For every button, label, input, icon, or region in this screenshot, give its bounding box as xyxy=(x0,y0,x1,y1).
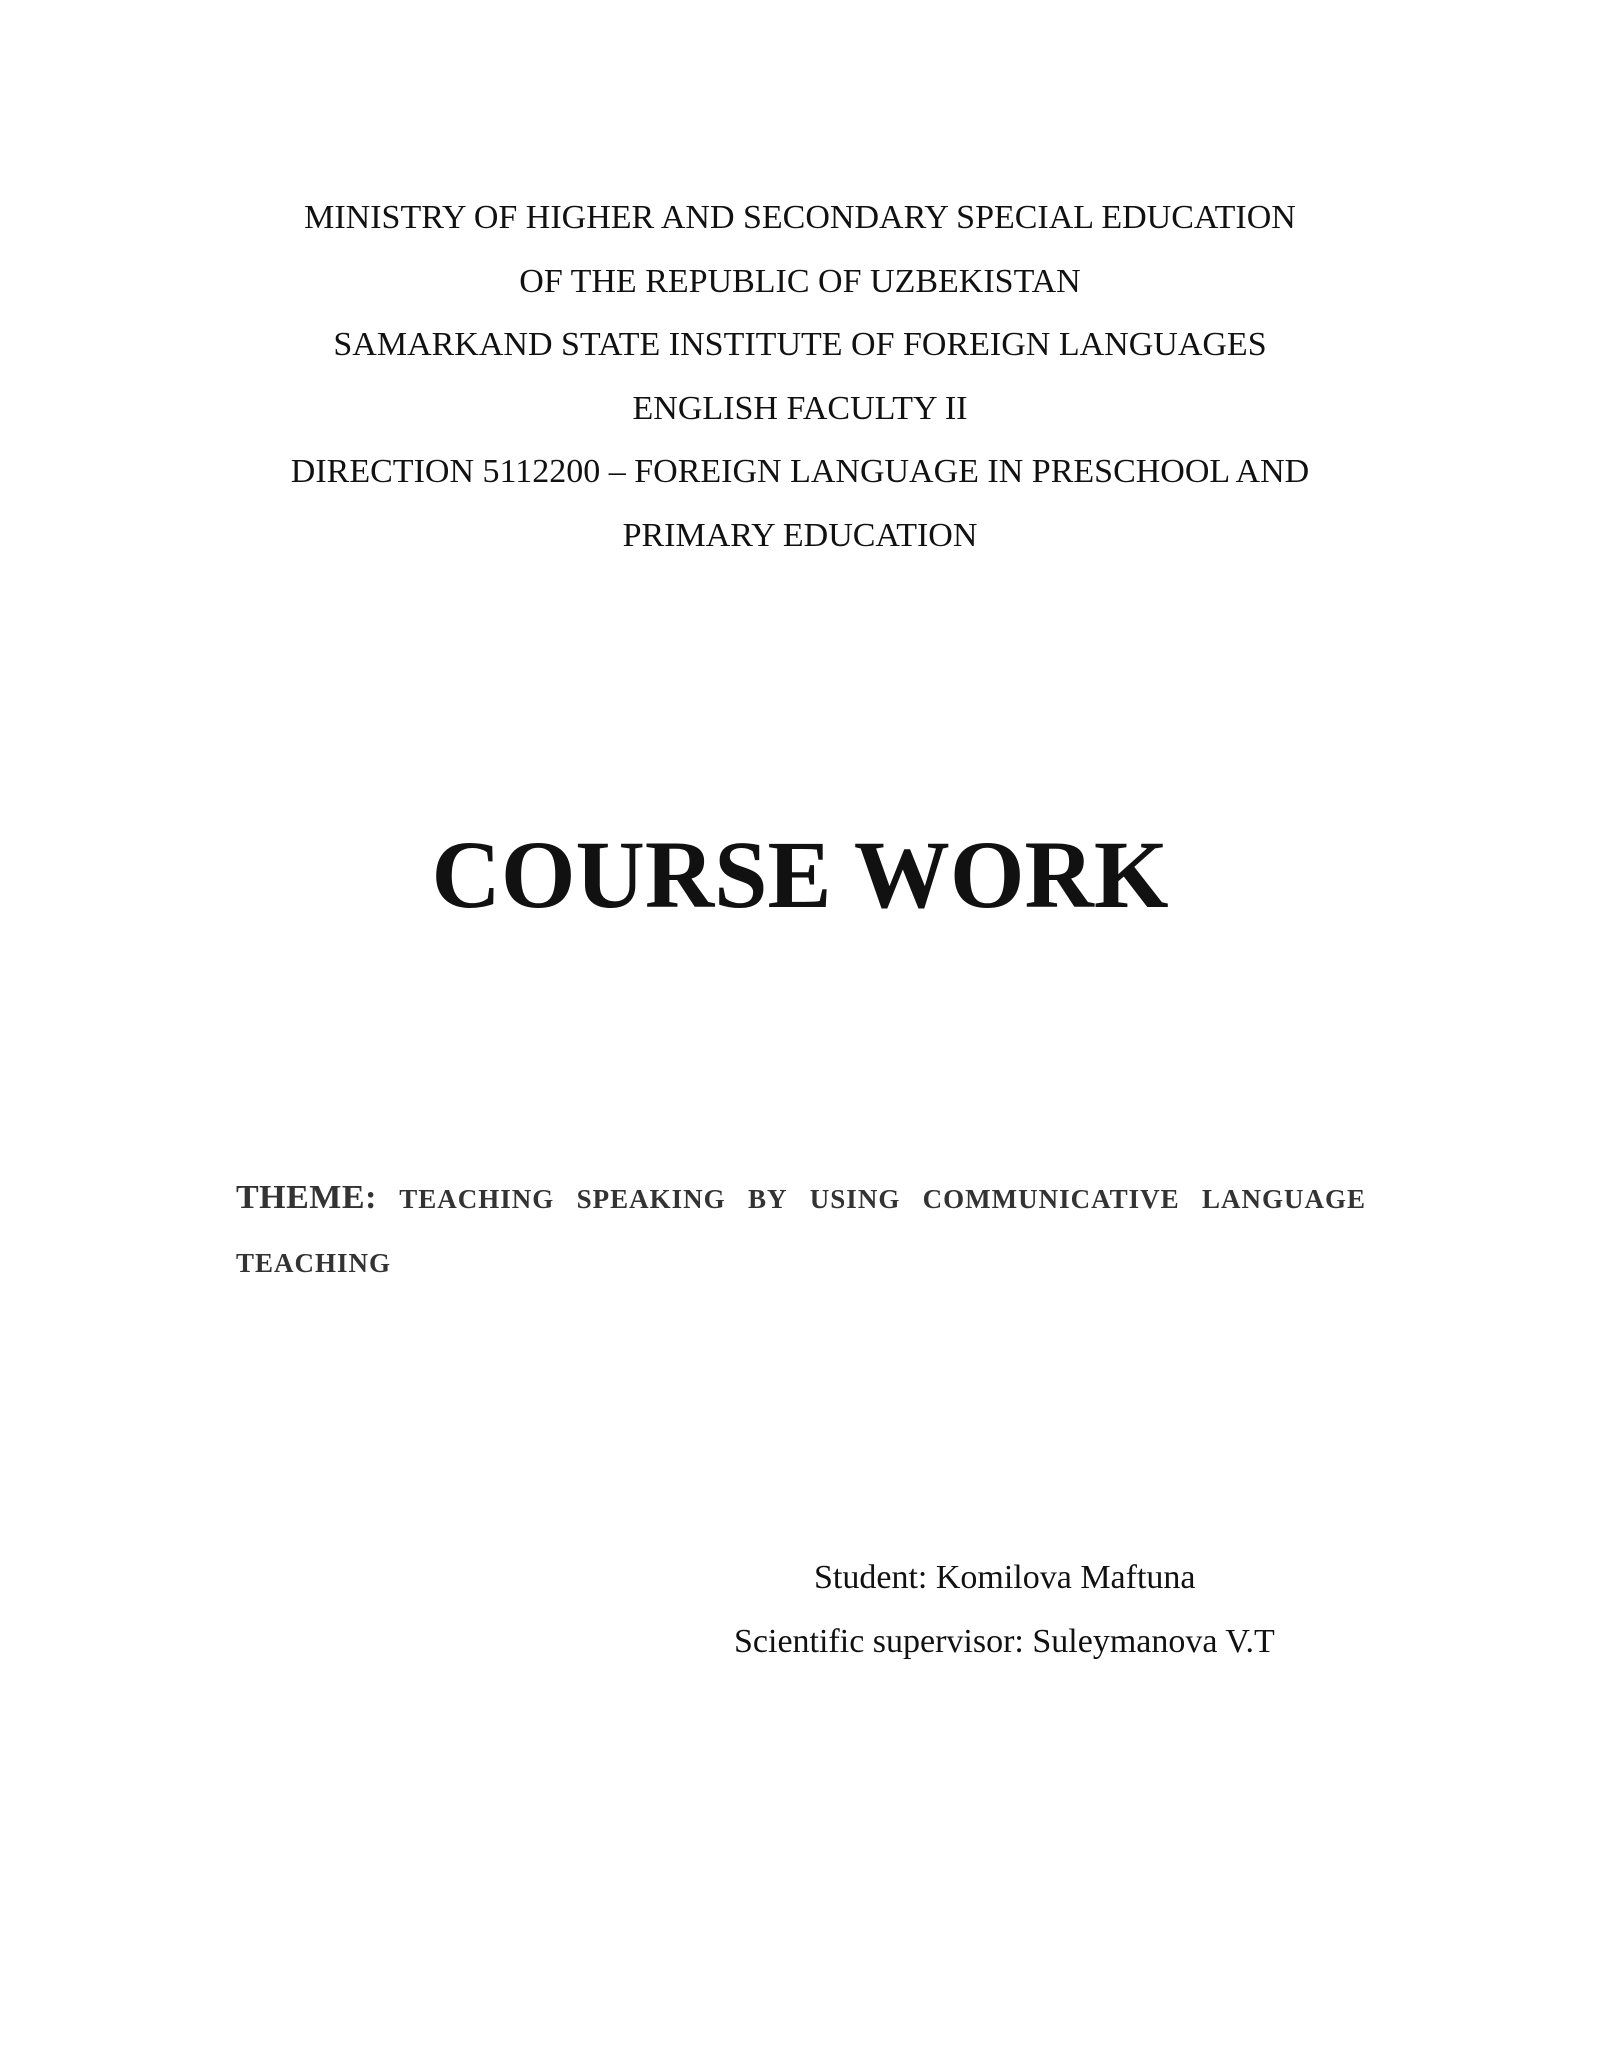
header-line-faculty: ENGLISH FACULTY II xyxy=(632,389,968,427)
theme-line-2: TEACHING xyxy=(236,1248,392,1278)
header-line-direction-cont: PRIMARY EDUCATION xyxy=(622,516,978,554)
institution-header xyxy=(0,186,1600,567)
theme-word: TEACHING xyxy=(399,1184,555,1214)
supervisor-name: Scientific supervisor: Suleymanova V.T xyxy=(734,1622,1275,1660)
student-name: Student: Komilova Maftuna xyxy=(814,1559,1196,1596)
theme-word: USING xyxy=(809,1184,901,1214)
theme-word: COMMUNICATIVE xyxy=(922,1184,1180,1214)
theme-word: SPEAKING xyxy=(576,1184,726,1214)
header-line-ministry: MINISTRY OF HIGHER AND SECONDARY SPECIAL EDUCATION xyxy=(304,199,1296,236)
theme-block xyxy=(236,1168,1366,1293)
theme-line-1 xyxy=(236,1168,1366,1229)
header-line-republic: OF THE REPUBLIC OF UZBEKISTAN xyxy=(519,262,1081,300)
document-title: COURSE WORK xyxy=(431,821,1169,928)
header-line-institute: SAMARKAND STATE INSTITUTE OF FOREIGN LANGUAGES xyxy=(333,326,1267,363)
header-line-direction: DIRECTION 5112200 – FOREIGN LANGUAGE IN PRESCHOOL AND xyxy=(290,453,1310,490)
theme-word: BY xyxy=(747,1184,788,1214)
theme-label: THEME: xyxy=(236,1179,377,1216)
theme-word: LANGUAGE xyxy=(1201,1184,1366,1214)
